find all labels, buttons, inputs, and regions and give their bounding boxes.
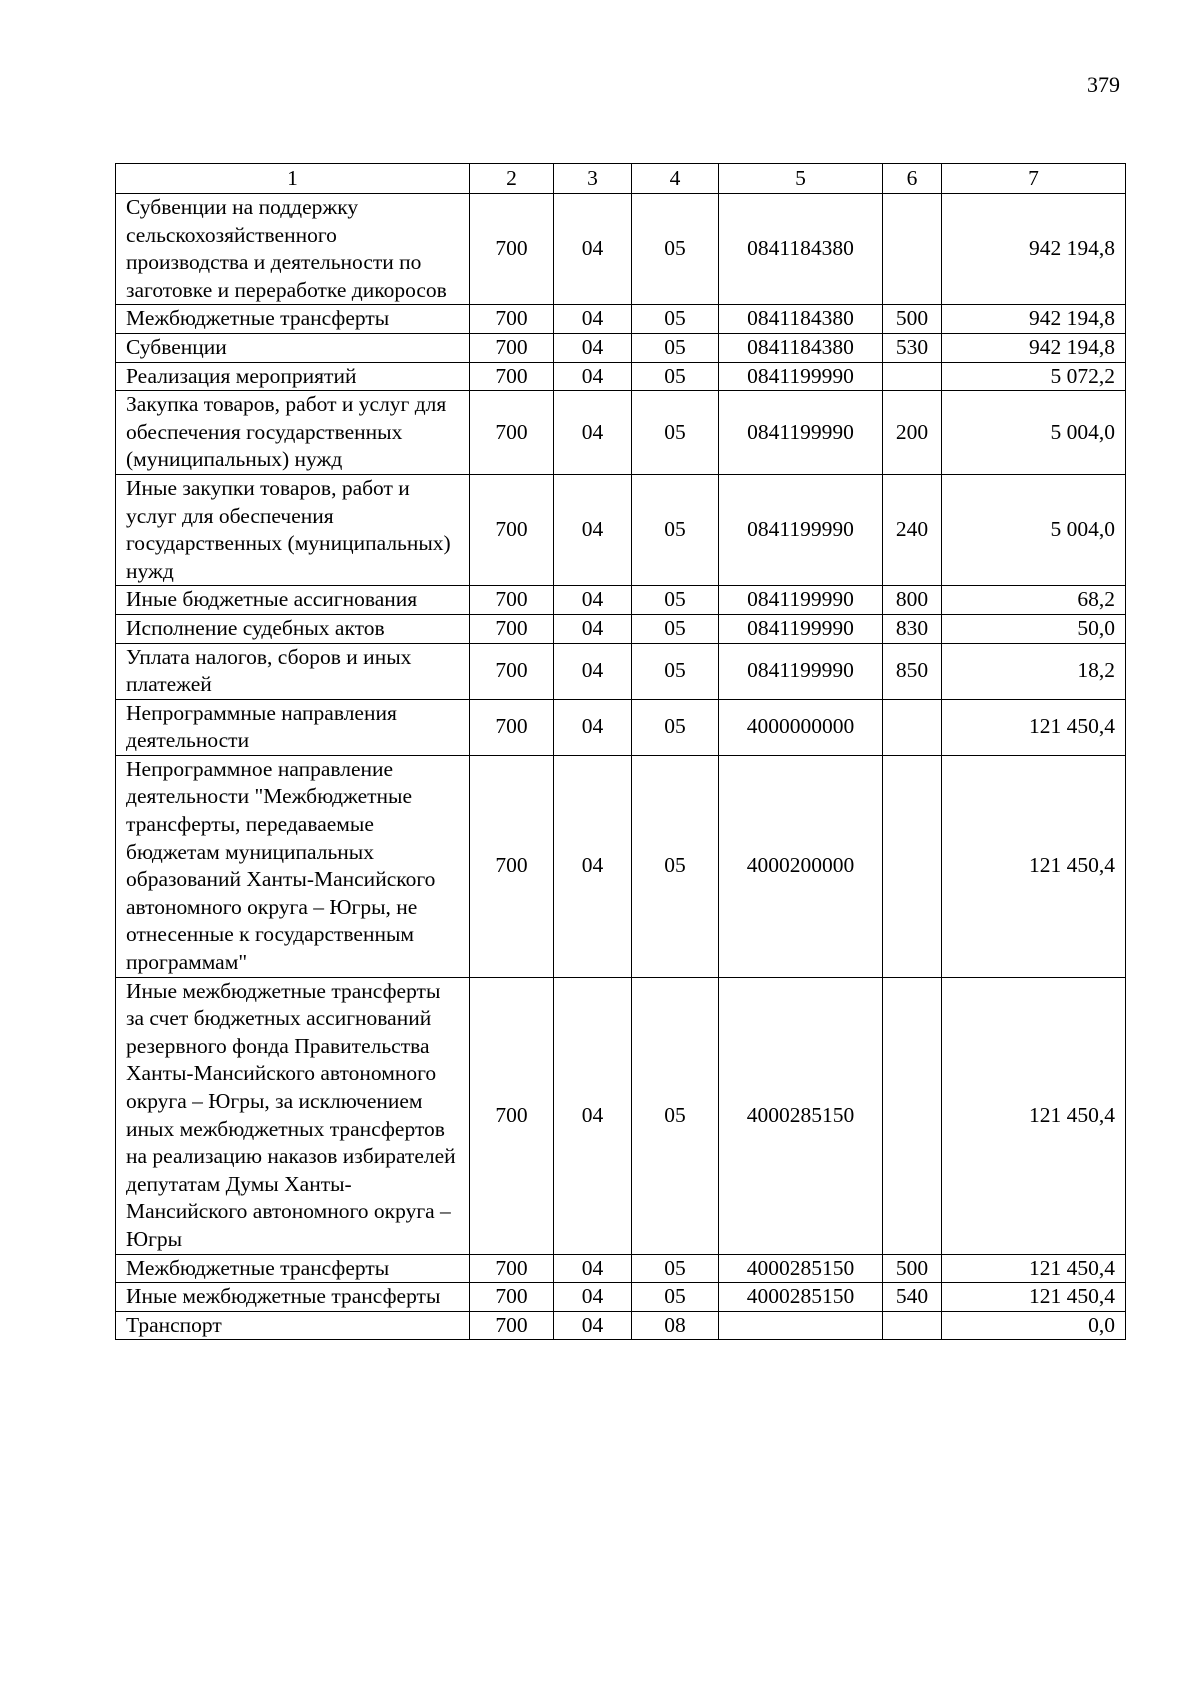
row-expense-type: 500 — [883, 305, 942, 334]
row-expense-type: 200 — [883, 391, 942, 475]
row-amount: 5 004,0 — [942, 474, 1126, 585]
row-name: Непрограммное направление деятельности "Межбюджетные трансферты, передаваемые бюджетам муниципальных образований Ханты-Мансийского автономного округа – Югры, не отнесенные к государственным программам" — [116, 755, 470, 977]
row-subsection: 05 — [632, 194, 719, 305]
row-amount: 121 450,4 — [942, 755, 1126, 977]
row-target-article: 0841199990 — [719, 586, 883, 615]
table-row — [116, 977, 1126, 1254]
row-subsection: 05 — [632, 586, 719, 615]
row-name: Межбюджетные трансферты — [116, 1254, 470, 1283]
row-subsection: 05 — [632, 333, 719, 362]
row-admin-code: 700 — [470, 643, 554, 699]
row-admin-code: 700 — [470, 194, 554, 305]
header-row — [116, 164, 1126, 194]
table-row — [116, 755, 1126, 977]
row-expense-type — [883, 194, 942, 305]
table-row — [116, 333, 1126, 362]
row-section: 04 — [554, 333, 632, 362]
row-section: 04 — [554, 643, 632, 699]
row-amount: 942 194,8 — [942, 194, 1126, 305]
row-name: Иные закупки товаров, работ и услуг для обеспечения государственных (муниципальных) нужд — [116, 474, 470, 585]
row-target-article — [719, 1311, 883, 1340]
row-subsection: 05 — [632, 362, 719, 391]
row-admin-code: 700 — [470, 977, 554, 1254]
row-amount: 5 004,0 — [942, 391, 1126, 475]
row-section: 04 — [554, 699, 632, 755]
row-expense-type: 500 — [883, 1254, 942, 1283]
row-amount: 121 450,4 — [942, 1254, 1126, 1283]
row-name: Межбюджетные трансферты — [116, 305, 470, 334]
row-section: 04 — [554, 194, 632, 305]
row-admin-code: 700 — [470, 699, 554, 755]
row-target-article: 4000285150 — [719, 1283, 883, 1312]
row-section: 04 — [554, 1283, 632, 1312]
row-subsection: 05 — [632, 474, 719, 585]
row-target-article: 4000200000 — [719, 755, 883, 977]
table-row — [116, 643, 1126, 699]
table-row — [116, 699, 1126, 755]
row-expense-type: 240 — [883, 474, 942, 585]
row-target-article: 4000000000 — [719, 699, 883, 755]
row-amount: 121 450,4 — [942, 1283, 1126, 1312]
row-expense-type — [883, 699, 942, 755]
row-name: Иные межбюджетные трансферты за счет бюджетных ассигнований резервного фонда Правительства Ханты-Мансийского автономного округа – Югры, за исключением иных межбюджетных трансфертов на реализацию наказов избирателей депутатам Думы Ханты-Мансийского автономного округа – Югры — [116, 977, 470, 1254]
table-row — [116, 362, 1126, 391]
row-subsection: 05 — [632, 305, 719, 334]
row-name: Непрограммные направления деятельности — [116, 699, 470, 755]
row-target-article: 0841199990 — [719, 391, 883, 475]
row-admin-code: 700 — [470, 362, 554, 391]
table-row — [116, 474, 1126, 585]
row-subsection: 05 — [632, 1283, 719, 1312]
row-target-article: 4000285150 — [719, 977, 883, 1254]
row-section: 04 — [554, 1254, 632, 1283]
row-section: 04 — [554, 362, 632, 391]
row-name: Закупка товаров, работ и услуг для обеспечения государственных (муниципальных) нужд — [116, 391, 470, 475]
row-amount: 68,2 — [942, 586, 1126, 615]
row-name: Реализация мероприятий — [116, 362, 470, 391]
header-cell: 5 — [719, 164, 883, 194]
row-name: Уплата налогов, сборов и иных платежей — [116, 643, 470, 699]
table-row — [116, 1254, 1126, 1283]
header-cell: 2 — [470, 164, 554, 194]
row-section: 04 — [554, 614, 632, 643]
row-amount: 18,2 — [942, 643, 1126, 699]
row-section: 04 — [554, 391, 632, 475]
row-subsection: 05 — [632, 977, 719, 1254]
row-expense-type: 800 — [883, 586, 942, 615]
row-expense-type — [883, 977, 942, 1254]
row-amount: 942 194,8 — [942, 333, 1126, 362]
table-row — [116, 614, 1126, 643]
table-row — [116, 586, 1126, 615]
table-row — [116, 1311, 1126, 1340]
row-admin-code: 700 — [470, 1283, 554, 1312]
row-subsection: 05 — [632, 699, 719, 755]
row-target-article: 0841184380 — [719, 333, 883, 362]
row-name: Субвенции на поддержку сельскохозяйственного производства и деятельности по заготовке и переработке дикоросов — [116, 194, 470, 305]
row-target-article: 0841199990 — [719, 614, 883, 643]
row-name: Субвенции — [116, 333, 470, 362]
page-number: 379 — [1087, 72, 1120, 97]
row-amount: 942 194,8 — [942, 305, 1126, 334]
row-expense-type — [883, 362, 942, 391]
row-section: 04 — [554, 586, 632, 615]
row-section: 04 — [554, 1311, 632, 1340]
row-admin-code: 700 — [470, 1311, 554, 1340]
header-cell: 7 — [942, 164, 1126, 194]
row-section: 04 — [554, 474, 632, 585]
row-admin-code: 700 — [470, 305, 554, 334]
row-name: Иные бюджетные ассигнования — [116, 586, 470, 615]
header-cell: 6 — [883, 164, 942, 194]
row-subsection: 05 — [632, 1254, 719, 1283]
table-row — [116, 391, 1126, 475]
row-amount: 0,0 — [942, 1311, 1126, 1340]
row-subsection: 05 — [632, 391, 719, 475]
row-expense-type: 530 — [883, 333, 942, 362]
row-admin-code: 700 — [470, 333, 554, 362]
row-target-article: 4000285150 — [719, 1254, 883, 1283]
table-row — [116, 194, 1126, 305]
row-admin-code: 700 — [470, 755, 554, 977]
row-target-article: 0841184380 — [719, 305, 883, 334]
row-admin-code: 700 — [470, 391, 554, 475]
row-target-article: 0841199990 — [719, 474, 883, 585]
row-subsection: 05 — [632, 614, 719, 643]
table-row — [116, 1283, 1126, 1312]
row-subsection: 08 — [632, 1311, 719, 1340]
row-target-article: 0841184380 — [719, 194, 883, 305]
row-amount: 50,0 — [942, 614, 1126, 643]
row-name: Исполнение судебных актов — [116, 614, 470, 643]
row-admin-code: 700 — [470, 586, 554, 615]
row-amount: 5 072,2 — [942, 362, 1126, 391]
row-admin-code: 700 — [470, 474, 554, 585]
row-expense-type: 850 — [883, 643, 942, 699]
row-section: 04 — [554, 977, 632, 1254]
row-admin-code: 700 — [470, 1254, 554, 1283]
row-amount: 121 450,4 — [942, 699, 1126, 755]
header-cell: 3 — [554, 164, 632, 194]
row-section: 04 — [554, 305, 632, 334]
row-expense-type — [883, 755, 942, 977]
row-subsection: 05 — [632, 643, 719, 699]
row-subsection: 05 — [632, 755, 719, 977]
row-expense-type — [883, 1311, 942, 1340]
row-name: Иные межбюджетные трансферты — [116, 1283, 470, 1312]
row-name: Транспорт — [116, 1311, 470, 1340]
row-target-article: 0841199990 — [719, 643, 883, 699]
row-target-article: 0841199990 — [719, 362, 883, 391]
row-expense-type: 540 — [883, 1283, 942, 1312]
table-row — [116, 305, 1126, 334]
row-amount: 121 450,4 — [942, 977, 1126, 1254]
row-section: 04 — [554, 755, 632, 977]
budget-table — [115, 163, 1126, 1340]
row-expense-type: 830 — [883, 614, 942, 643]
header-cell: 4 — [632, 164, 719, 194]
row-admin-code: 700 — [470, 614, 554, 643]
header-cell: 1 — [116, 164, 470, 194]
